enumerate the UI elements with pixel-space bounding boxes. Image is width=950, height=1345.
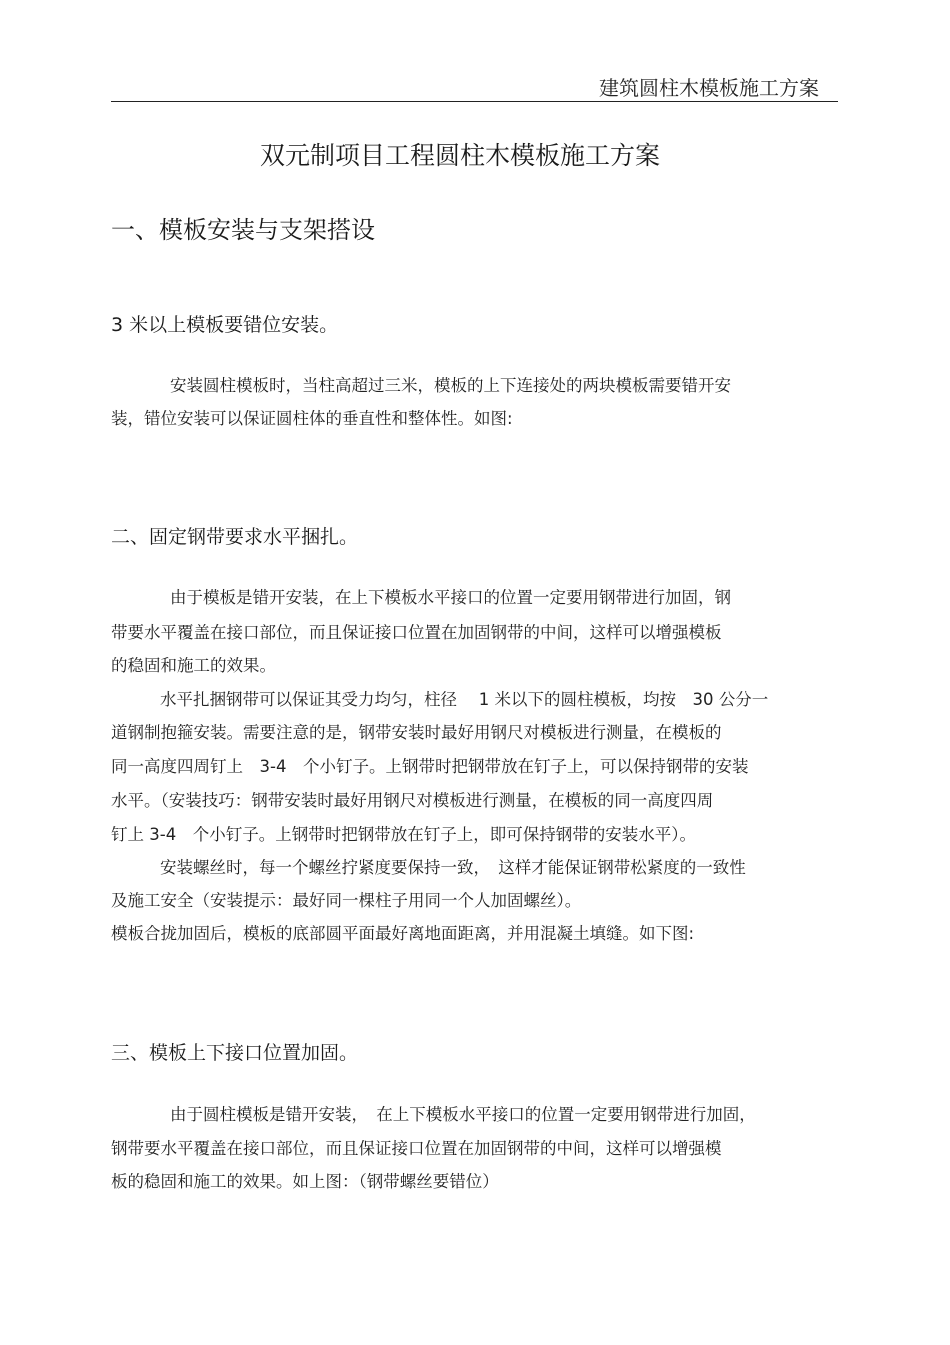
paragraph-line: 装，错位安装可以保证圆柱体的垂直性和整体性。如图: bbox=[111, 409, 513, 428]
paragraph-line: 由于模板是错开安装，在上下模板水平接口的位置一定要用钢带进行加固，钢 bbox=[170, 588, 731, 607]
section-2-heading: 二、固定钢带要求水平捆扎。 bbox=[111, 526, 359, 548]
paragraph-line: 及施工安全（安装提示：最好同一棵柱子用同一个人加固螺丝）。 bbox=[111, 891, 582, 910]
header-divider bbox=[111, 101, 838, 102]
paragraph-line: 带要水平覆盖在接口部位，而且保证接口位置在加固钢带的中间，这样可以增强模板 bbox=[111, 623, 722, 642]
section-1-subheading: 3 米以上模板要错位安装。 bbox=[111, 314, 339, 336]
paragraph-line: 道钢制抱箍安装。需要注意的是，钢带安装时最好用钢尺对模板进行测量，在模板的 bbox=[111, 723, 722, 742]
paragraph-line: 安装螺丝时，每一个螺丝拧紧度要保持一致， 这样才能保证钢带松紧度的一致性 bbox=[160, 858, 746, 877]
paragraph-line: 的稳固和施工的效果。 bbox=[111, 656, 276, 675]
paragraph-line: 安装圆柱模板时，当柱高超过三米，模板的上下连接处的两块模板需要错开安 bbox=[170, 376, 731, 395]
running-header: 建筑圆柱木模板施工方案 bbox=[599, 76, 819, 100]
paragraph-line: 水平扎捆钢带可以保证其受力均匀，柱径 1 米以下的圆柱模板，均按 30 公分一 bbox=[160, 690, 769, 709]
paragraph-line: 板的稳固和施工的效果。如上图：（钢带螺丝要错位） bbox=[111, 1172, 499, 1191]
section-3-heading: 三、模板上下接口位置加固。 bbox=[111, 1042, 359, 1064]
paragraph-line: 模板合拢加固后，模板的底部圆平面最好离地面距离，并用混凝土填缝。如下图: bbox=[111, 924, 695, 943]
paragraph-line: 钉上 3-4 个小钉子。上钢带时把钢带放在钉子上，即可保持钢带的安装水平）。 bbox=[111, 825, 696, 844]
document-title: 双元制项目工程圆柱木模板施工方案 bbox=[260, 141, 661, 170]
section-1-heading: 一、模板安装与支架搭设 bbox=[111, 216, 375, 244]
paragraph-line: 同一高度四周钉上 3-4 个小钉子。上钢带时把钢带放在钉子上，可以保持钢带的安装 bbox=[111, 757, 749, 776]
paragraph-line: 由于圆柱模板是错开安装， 在上下模板水平接口的位置一定要用钢带进行加固， bbox=[170, 1105, 756, 1124]
paragraph-line: 钢带要水平覆盖在接口部位，而且保证接口位置在加固钢带的中间，这样可以增强模 bbox=[111, 1139, 722, 1158]
paragraph-line: 水平。（安装技巧：钢带安装时最好用钢尺对模板进行测量，在模板的同一高度四周 bbox=[111, 791, 714, 810]
